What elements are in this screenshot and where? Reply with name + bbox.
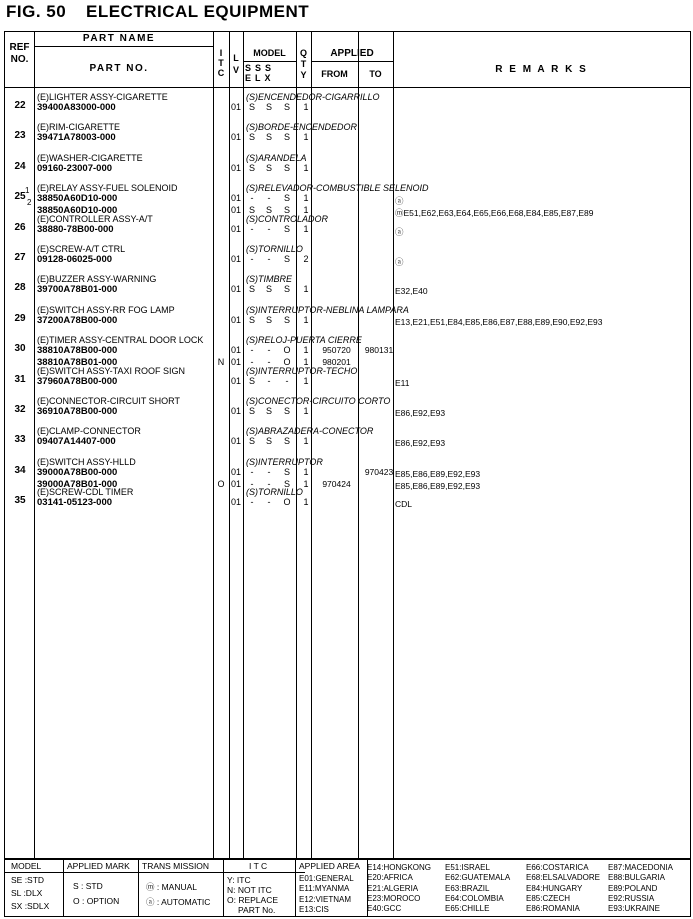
part-name-es: (S)CONECTOR-CIRCUITO CORTO <box>246 396 391 406</box>
model-mark: S <box>248 314 255 325</box>
remarks-value: ⓐ <box>395 257 404 267</box>
applied-from: 950720 <box>322 345 351 356</box>
qty-value: 1 <box>303 478 309 489</box>
lv-value: 01 <box>231 102 242 112</box>
legend-trans-item: ⓜ : MANUAL <box>146 882 198 892</box>
part-name-en: (E)RELAY ASSY-FUEL SOLENOID <box>37 183 178 194</box>
model-mark: O <box>283 497 291 508</box>
part-name-header: PART NAME <box>82 33 156 44</box>
table-row <box>5 274 690 304</box>
part-name-en: (E)SWITCH ASSY-RR FOG LAMP <box>37 304 175 315</box>
legend-area-item: E65:CHILLE <box>445 904 490 914</box>
legend-area-item: E13:CIS <box>299 904 329 914</box>
model-mark: S <box>265 162 272 173</box>
part-name-es: (S)RELOJ-PUERTA CIERRE <box>246 335 362 346</box>
model-cols-header: SSS ELX <box>245 63 276 83</box>
model-mark: - <box>285 375 289 386</box>
legend-trans-item: ⓐ : AUTOMATIC <box>146 897 211 907</box>
legend-area-item: E87:MACEDONIA <box>608 863 673 872</box>
model-mark: S <box>265 406 272 416</box>
part-number: 39000A78B00-000 <box>37 466 118 478</box>
legend-area-item: E23:MOROCO <box>367 893 421 903</box>
model-mark: - <box>267 466 271 477</box>
itc-value: O <box>217 478 225 489</box>
part-number: 38850A60D10-000 <box>37 193 118 205</box>
part-name-es: (S)CONTROLADOR <box>246 213 329 224</box>
legend-area-item: E21:ALGERIA <box>367 883 419 893</box>
part-name-es: (S)RELEVADOR-COMBUSTIBLE SELENOID <box>246 183 429 194</box>
legend-area-title: APPLIED AREA <box>299 861 360 871</box>
part-name-en: (E)SCREW-CDL TIMER <box>37 487 134 498</box>
part-name-es: (S)ENCENDEDOR-CIGARRILLO <box>246 92 380 102</box>
table-row <box>5 366 690 396</box>
part-number: 37960A78B00-000 <box>37 375 118 387</box>
legend-area-item: E14:HONGKONG <box>367 863 432 872</box>
model-mark: S <box>283 162 290 173</box>
legend-area-item: E89:POLAND <box>608 883 658 893</box>
model-mark: S <box>283 193 290 204</box>
table-row <box>5 122 690 152</box>
remarks-value: ⓜE51,E62,E63,E64,E65,E66,E68,E84,E85,E87,E89 <box>395 208 594 219</box>
ref-number: 23 <box>14 130 26 142</box>
part-name-es: (S)TORNILLO <box>246 244 303 254</box>
qty-value: 1 <box>303 406 309 416</box>
model-mark: S <box>248 284 255 295</box>
qty-header: Q T Y <box>299 48 307 80</box>
qty-value: 1 <box>303 162 309 173</box>
legend-area-item: E01:GENERAL <box>299 874 354 883</box>
part-name-es: (S)ARANDELA <box>246 152 307 163</box>
part-number: 39400A83000-000 <box>37 102 116 113</box>
model-mark: - <box>250 466 254 477</box>
part-number: 38880-78B00-000 <box>37 223 114 235</box>
divider <box>5 872 305 873</box>
part-number: 09407A14407-000 <box>37 436 116 448</box>
legend-itc-title: I T C <box>249 861 268 871</box>
legend-area-item: E51:ISRAEL <box>445 863 490 872</box>
ref-number: 27 <box>14 252 26 263</box>
applied-from: 980201 <box>322 357 351 368</box>
part-name-es: (S)INTERRUPTOR-TECHO <box>246 365 358 376</box>
model-mark: S <box>283 466 290 477</box>
model-mark: - <box>267 375 271 386</box>
ref-number: 30 <box>14 343 26 355</box>
ref-number: 22 <box>14 100 26 111</box>
model-mark: S <box>248 375 255 386</box>
model-mark: - <box>267 223 271 234</box>
ref-number: 35 <box>14 495 26 507</box>
qty-value: 1 <box>303 357 309 368</box>
model-mark: - <box>250 223 254 234</box>
table-row <box>5 456 690 491</box>
table-row <box>5 214 690 244</box>
qty-value: 1 <box>303 223 309 234</box>
part-name-es: (S)TIMBRE <box>246 274 292 285</box>
legend-area-item: E85:CZECH <box>526 893 571 903</box>
part-name-es: (S)INTERRUPTOR-NEBLINA LAMPARA <box>246 304 409 315</box>
table-row <box>5 487 690 517</box>
model-mark: - <box>250 254 254 264</box>
lv-value: 01 <box>231 357 242 368</box>
part-name-en: (E)LIGHTER ASSY-CIGARETTE <box>37 92 168 102</box>
lv-value: 01 <box>231 162 242 173</box>
table-row <box>5 426 690 456</box>
qty-value: 1 <box>303 102 309 112</box>
page-title <box>6 2 309 22</box>
model-mark: - <box>267 357 271 368</box>
model-mark: S <box>265 314 272 325</box>
part-number: 09160-23007-000 <box>37 162 113 174</box>
model-mark: S <box>248 102 255 112</box>
qty-value: 1 <box>303 345 309 356</box>
legend-area-item: E86:ROMANIA <box>526 904 580 914</box>
lv-value: 01 <box>231 132 242 143</box>
model-mark: S <box>265 102 272 112</box>
model-mark: S <box>283 132 290 143</box>
ref-number: 25 <box>14 191 26 203</box>
part-name-en: (E)SWITCH ASSY-TAXI ROOF SIGN <box>37 365 186 376</box>
qty-value: 1 <box>303 284 309 295</box>
model-mark: - <box>250 193 254 204</box>
legend-area-item: E84:HUNGARY <box>526 883 583 893</box>
ref-number: 28 <box>14 282 26 294</box>
model-mark: S <box>265 132 272 143</box>
lv-value: 01 <box>231 497 242 508</box>
ref-number: 29 <box>14 312 26 324</box>
legend-mark-item: O : OPTION <box>73 896 120 906</box>
qty-value: 1 <box>303 314 309 325</box>
model-mark: - <box>250 345 254 356</box>
qty-value: 1 <box>303 375 309 386</box>
legend-area-item: E40:GCC <box>367 904 402 914</box>
legend-model-item: SE :STD <box>11 875 45 885</box>
legend-itc-item: O: REPLACE <box>227 895 279 905</box>
part-name-en: (E)RIM-CIGARETTE <box>37 122 120 133</box>
legend-model-title: MODEL <box>11 861 42 871</box>
model-mark: - <box>267 478 271 489</box>
model-mark: - <box>267 345 271 356</box>
qty-value: 1 <box>303 436 309 447</box>
remarks-value: E86,E92,E93 <box>395 438 446 449</box>
lv-value: 01 <box>231 314 242 325</box>
qty-value: 2 <box>303 254 309 264</box>
model-mark: S <box>265 205 272 216</box>
model-mark: S <box>283 223 290 234</box>
divider <box>311 61 393 62</box>
part-name-en: (E)BUZZER ASSY-WARNING <box>37 274 157 285</box>
model-mark: S <box>283 406 290 416</box>
legend-area-item: E11:MYANMA <box>299 884 350 894</box>
model-mark: O <box>283 357 291 368</box>
applied-from: 970424 <box>322 478 351 489</box>
model-mark: S <box>283 254 290 264</box>
qty-value: 1 <box>303 497 309 508</box>
remarks-value: ⓐ <box>395 226 404 237</box>
ref-number: 34 <box>14 464 26 476</box>
divider <box>295 860 296 916</box>
lv-value: 01 <box>231 345 242 356</box>
model-mark: S <box>283 478 290 489</box>
itc-header: I T C <box>217 48 225 78</box>
qty-value: 1 <box>303 193 309 204</box>
part-name-es: (S)BORDE-ENCENDEDOR <box>246 122 358 133</box>
table-row <box>5 396 690 426</box>
model-mark: S <box>283 284 290 295</box>
lv-value: 01 <box>231 205 242 216</box>
lv-value: 01 <box>231 223 242 234</box>
qty-value: 1 <box>303 466 309 477</box>
legend-area-item: E93:UKRAINE <box>608 904 661 914</box>
model-mark: S <box>248 406 255 416</box>
qty-value: 1 <box>303 132 309 143</box>
remarks-value: E86,E92,E93 <box>395 408 446 418</box>
model-mark: - <box>267 193 271 204</box>
lv-value: 01 <box>231 478 242 489</box>
applied-to: 970423 <box>364 466 394 477</box>
part-number: 38850A60D10-000 <box>37 205 118 217</box>
ref-number: 24 <box>14 160 26 172</box>
remarks-value: ⓐ <box>395 196 404 207</box>
lv-value: 01 <box>231 193 242 204</box>
model-mark: S <box>248 162 255 173</box>
remarks-value: E85,E86,E89,E92,E93 <box>395 480 481 491</box>
part-number: 03141-05123-000 <box>37 497 113 509</box>
remarks-value: E32,E40 <box>395 286 428 297</box>
qty-value: 1 <box>303 205 309 216</box>
model-mark: S <box>248 205 255 216</box>
remarks-header: R E M A R K S <box>495 64 588 75</box>
part-name-en: (E)CLAMP-CONNECTOR <box>37 426 141 437</box>
lv-value: 01 <box>231 375 242 386</box>
legend-itc-item: Y: ITC <box>227 875 251 885</box>
model-mark: S <box>248 436 255 447</box>
lv-value: 01 <box>231 254 242 264</box>
ref-number: 26 <box>14 221 26 233</box>
part-name-en: (E)TIMER ASSY-CENTRAL DOOR LOCK <box>37 335 204 346</box>
applied-header: APPLIED <box>330 48 374 59</box>
from-header: FROM <box>321 69 348 79</box>
part-name-en: (E)CONNECTOR-CIRCUIT SHORT <box>37 396 181 406</box>
divider <box>138 860 139 916</box>
part-name-en: (E)WASHER-CIGARETTE <box>37 152 143 163</box>
legend-area-item: E66:COSTARICA <box>526 863 589 872</box>
remarks-value: E13,E21,E51,E84,E85,E86,E87,E88,E89,E90,E92,E93 <box>395 316 603 327</box>
lv-value: 01 <box>231 466 242 477</box>
part-name-es: (S)INTERRUPTOR <box>246 456 323 467</box>
lv-header: L V <box>232 53 239 75</box>
divider <box>243 61 296 62</box>
part-name-en: (E)SWITCH ASSY-HLLD <box>37 456 136 467</box>
model-mark: O <box>283 345 291 356</box>
remarks-value: E11 <box>395 377 410 388</box>
legend-area-item: E20:AFRICA <box>367 873 413 883</box>
to-header: TO <box>369 69 382 79</box>
legend-itc-item: N: NOT ITC <box>227 885 272 895</box>
model-mark: - <box>267 497 271 508</box>
part-number: 37200A78B00-000 <box>37 314 118 326</box>
model-mark: - <box>250 357 254 368</box>
legend-model-item: SX :SDLX <box>11 901 50 911</box>
divider <box>223 860 224 916</box>
legend-itc-item: PART No. <box>238 905 276 915</box>
model-mark: - <box>267 254 271 264</box>
part-number: 09128-06025-000 <box>37 254 113 265</box>
model-mark: S <box>265 436 272 447</box>
remarks-value: CDL <box>395 499 413 510</box>
lv-value: 01 <box>231 436 242 447</box>
legend-area-item: E12:VIETNAM <box>299 894 352 904</box>
figure-number: FIG. 50 <box>6 2 67 21</box>
divider <box>63 860 64 916</box>
sub-ref: 1 <box>25 186 30 196</box>
ref-number: 31 <box>14 373 26 385</box>
model-mark: S <box>283 205 290 216</box>
model-mark: S <box>283 436 290 447</box>
table-row <box>5 305 690 335</box>
legend-area-item: E63:BRAZIL <box>445 883 490 893</box>
table-row <box>5 92 690 122</box>
part-no-header: PART NO. <box>89 63 149 74</box>
legend-area-item: E62:GUATEMALA <box>445 873 511 883</box>
model-mark: S <box>265 284 272 295</box>
ref-header: REF NO. <box>9 42 30 65</box>
itc-value: N <box>217 357 225 368</box>
parts-table <box>4 31 691 859</box>
legend-mark-item: S : STD <box>73 881 103 891</box>
part-number: 38810A78B00-000 <box>37 345 118 357</box>
model-mark: S <box>283 314 290 325</box>
applied-to: 980131 <box>364 345 394 356</box>
legend-area-item: E68:ELSALVADORE <box>526 873 600 883</box>
model-mark: S <box>248 132 255 143</box>
model-mark: - <box>250 497 254 508</box>
lv-value: 01 <box>231 284 242 295</box>
legend-area-item: E92:RUSSIA <box>608 893 655 903</box>
part-name-en: (E)CONTROLLER ASSY-A/T <box>37 213 153 224</box>
part-name-es: (S)ABRAZADERA-CONECTOR <box>246 426 374 437</box>
legend-trans-title: TRANS MISSION <box>142 861 210 871</box>
legend-mark-title: APPLIED MARK <box>67 861 130 871</box>
header-bottom-rule <box>5 87 690 88</box>
figure-name: ELECTRICAL EQUIPMENT <box>86 2 310 21</box>
model-mark: S <box>283 102 290 112</box>
part-number: 39000A78B01-000 <box>37 478 118 490</box>
model-mark: - <box>250 478 254 489</box>
sub-ref: 2 <box>27 198 32 208</box>
model-header: MODEL <box>253 48 286 58</box>
legend-area-item: E64:COLOMBIA <box>445 893 504 903</box>
table-row <box>5 335 690 369</box>
table-row <box>5 153 690 183</box>
part-number: 36910A78B00-000 <box>37 406 118 417</box>
part-number: 38810A78B01-000 <box>37 357 118 369</box>
legend-footer <box>4 859 691 917</box>
ref-number: 32 <box>14 404 26 415</box>
lv-value: 01 <box>231 406 242 416</box>
divider <box>34 46 214 47</box>
legend-model-item: SL :DLX <box>11 888 43 898</box>
ref-number: 33 <box>14 434 26 446</box>
part-number: 39700A78B01-000 <box>37 284 118 296</box>
part-name-es: (S)TORNILLO <box>246 487 303 498</box>
part-number: 39471A78003-000 <box>37 132 116 144</box>
remarks-value: E85,E86,E89,E92,E93 <box>395 468 481 479</box>
legend-area-item: E88:BULGARIA <box>608 873 665 883</box>
table-row <box>5 244 690 274</box>
part-name-en: (E)SCREW-A/T CTRL <box>37 244 126 254</box>
